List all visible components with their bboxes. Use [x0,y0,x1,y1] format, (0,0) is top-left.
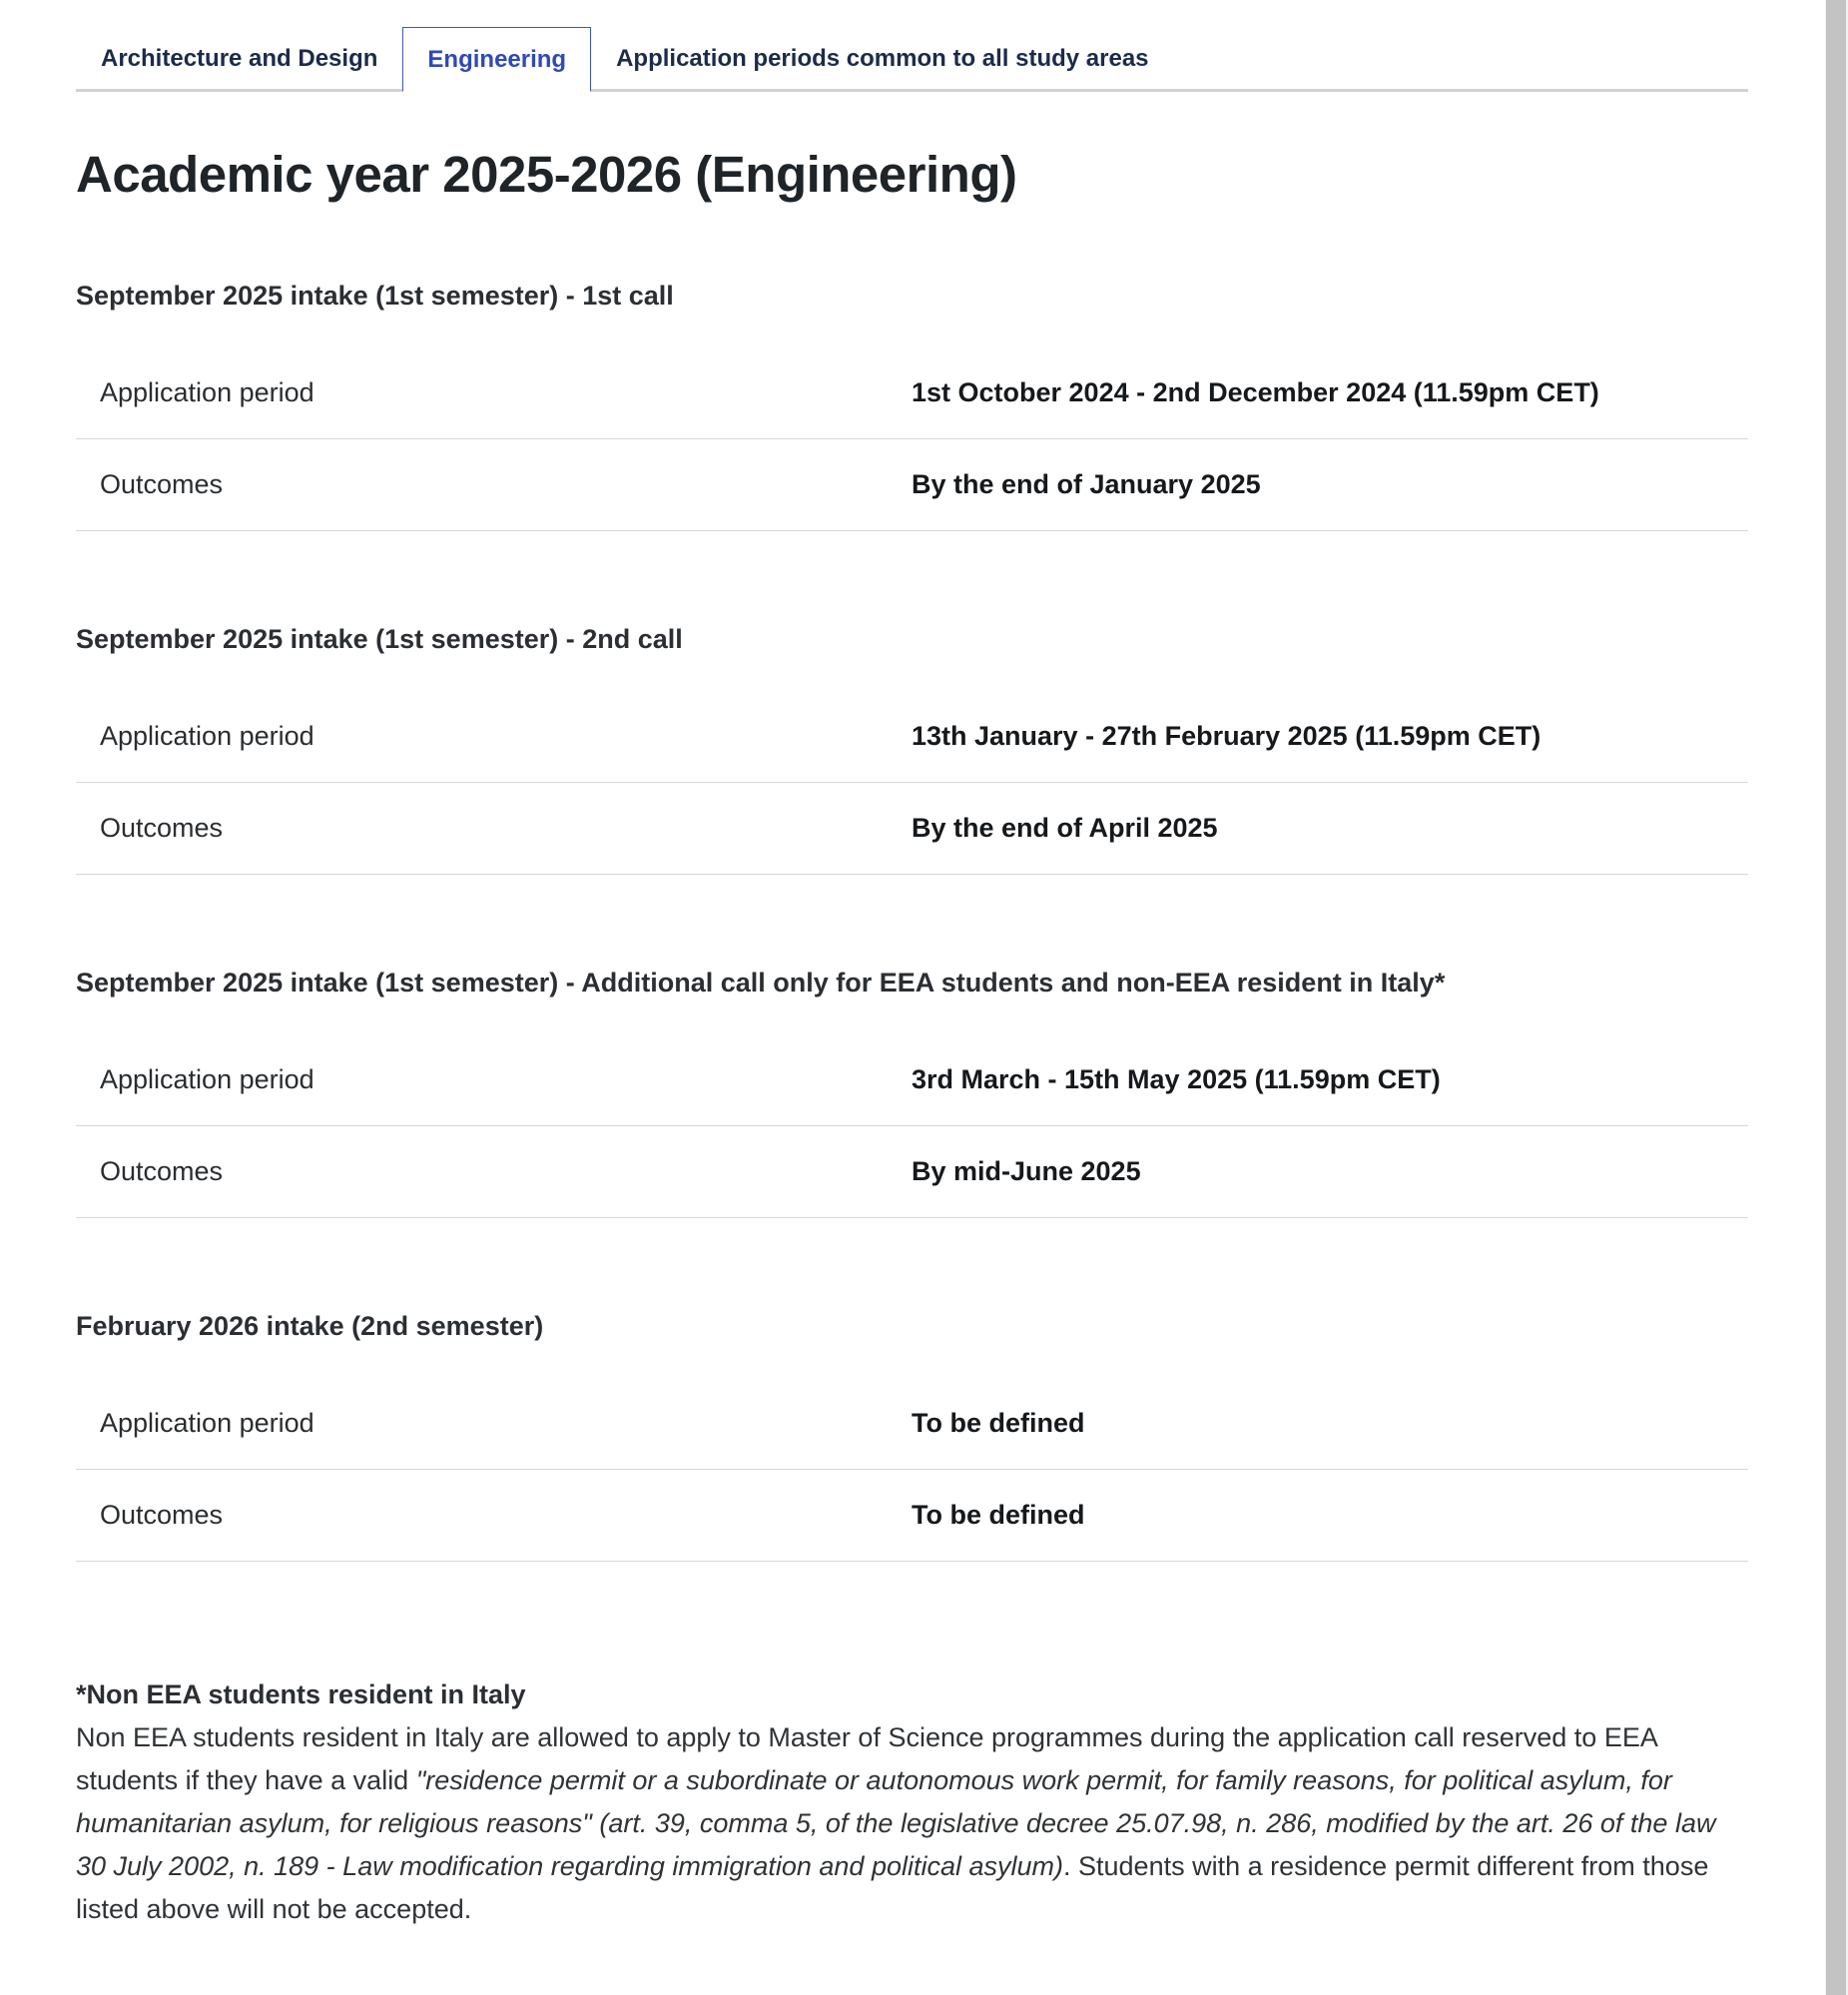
table-row [76,1378,1748,1470]
row-label: Application period [100,377,314,407]
row-value: By the end of January 2025 [912,469,1261,499]
table-row [76,1034,1748,1126]
row-value: 1st October 2024 - 2nd December 2024 (11.59pm CET) [912,377,1599,407]
footnote [76,1673,1748,1931]
section-title: September 2025 intake (1st semester) - Additional call only for EEA students and non-EEA resident in Italy* [76,968,1446,998]
footnote-title: *Non EEA students resident in Italy [76,1679,526,1709]
table-row [76,439,1748,531]
section-september-1st-call [76,276,1748,531]
row-label: Outcomes [100,1156,224,1186]
info-table [76,1378,1748,1562]
row-value: To be defined [912,1500,1085,1530]
row-label: Application period [100,1064,314,1094]
row-label: Application period [100,1408,314,1438]
info-table [76,691,1748,875]
table-row [76,1126,1748,1218]
row-label: Outcomes [100,813,224,843]
section-september-2nd-call [76,619,1748,875]
section-title: September 2025 intake (1st semester) - 1st call [76,281,674,311]
row-value: By mid-June 2025 [912,1156,1141,1186]
row-value: 3rd March - 15th May 2025 (11.59pm CET) [912,1064,1441,1094]
footnote-citation: "residence permit or a subordinate or autonomous work permit, for family reasons, for political asylum, for humanitarian asylum, for religious reasons" (art. 39, comma 5, of the legislative decree 25.07.98, n. 286, modified by the art. 26 of the law 30 July 2002, n. 189 - Law modification regarding immigration and political asylum) [76,1765,1716,1881]
footnote-body [76,1716,1748,1931]
tab-application-periods-common[interactable]: Application periods common to all study areas [616,44,1149,72]
row-label: Outcomes [100,469,224,499]
section-title: September 2025 intake (1st semester) - 2nd call [76,624,683,654]
row-value: 13th January - 27th February 2025 (11.59pm CET) [912,721,1541,751]
info-table [76,1034,1748,1218]
page-title: Academic year 2025-2026 (Engineering) [76,146,1017,203]
row-value: To be defined [912,1408,1085,1438]
info-table [76,347,1748,531]
tab-engineering[interactable]: Engineering [402,27,591,92]
row-label: Outcomes [100,1500,224,1530]
footnote-text-end: . Students with a residence permit different from those listed above will not be accepted. [76,1851,1709,1924]
table-row [76,1470,1748,1562]
table-row [76,347,1748,439]
footnote-text: Non EEA students resident in Italy are allowed to apply to Master of Science programmes during the application call reserved to EEA students if they have a valid [76,1722,1657,1795]
section-title: February 2026 intake (2nd semester) [76,1311,544,1341]
row-label: Application period [100,721,314,751]
row-value: By the end of April 2025 [912,813,1218,843]
section-september-additional-call [76,963,1748,1218]
tab-bar [76,28,1748,92]
scrollbar-thumb[interactable] [1826,0,1846,1995]
section-february-intake [76,1306,1748,1562]
table-row [76,691,1748,783]
main-content [76,28,1748,1924]
table-row [76,783,1748,875]
tab-architecture-and-design[interactable]: Architecture and Design [101,44,378,72]
